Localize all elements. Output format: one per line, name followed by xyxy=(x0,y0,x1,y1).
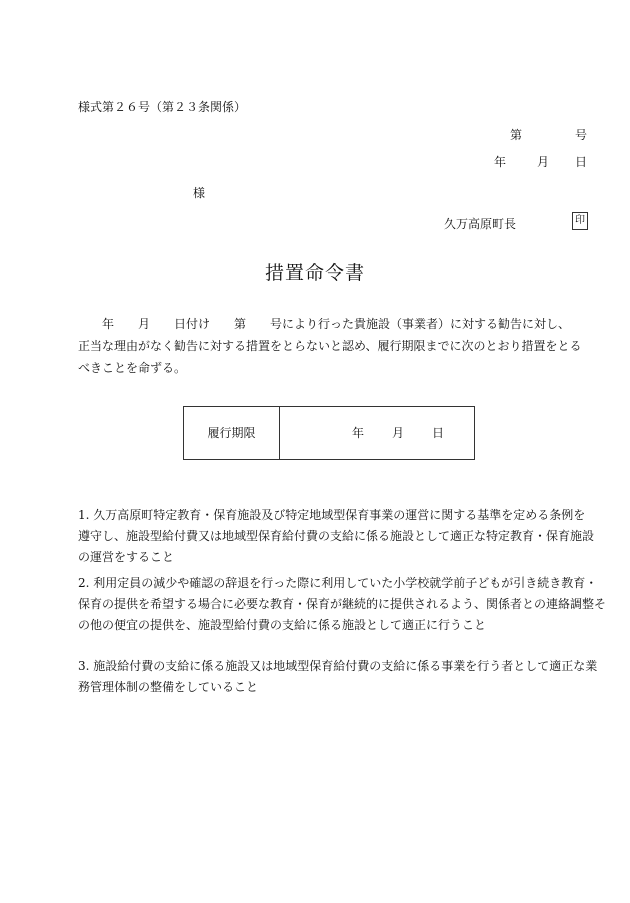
seal-mark: 印 xyxy=(572,212,588,230)
order-body-line: 年 月 日付け 第 号により行った貴施設（事業者）に対する勧告に対し、 xyxy=(78,317,571,331)
order-item-line: 3. 施設給付費の支給に係る施設又は地域型保育給付費の支給に係る事業を行う者として適正な業 xyxy=(78,659,598,673)
deadline-month: 月 xyxy=(392,426,405,440)
deadline-day: 日 xyxy=(432,426,445,440)
order-item-3 xyxy=(78,656,598,698)
deadline-table xyxy=(183,406,475,460)
issue-date-month: 月 xyxy=(537,155,550,169)
order-item-1 xyxy=(78,505,598,568)
order-item-line: 1. 久万高原町特定教育・保育施設及び特定地域型保育事業の運営に関する基準を定める条例を xyxy=(78,508,586,522)
issue-date-year: 年 xyxy=(494,155,507,169)
order-item-2 xyxy=(78,573,607,636)
order-body-line: 正当な理由がなく勧告に対する措置をとらないと認め、履行期限までに次のとおり措置をとる xyxy=(78,339,582,353)
document-number-prefix: 第 xyxy=(510,128,523,142)
order-item-line: の運営をすること xyxy=(78,550,175,564)
issuer-name: 久万高原町長 xyxy=(444,217,517,231)
order-item-line: 保育の提供を希望する場合に必要な教育・保育が継続的に提供されるよう、関係者との連絡調整そ xyxy=(78,597,607,611)
order-item-line: 務管理体制の整備をしていること xyxy=(78,680,259,694)
deadline-label: 履行期限 xyxy=(184,407,280,459)
deadline-value xyxy=(280,407,474,459)
order-item-line: 遵守し、施設型給付費又は地域型保育給付費の支給に係る施設として適正な特定教育・保育施設 xyxy=(78,529,595,543)
issue-date-day: 日 xyxy=(575,155,588,169)
order-body-line: べきことを命ずる。 xyxy=(78,361,187,375)
addressee-honorific: 様 xyxy=(193,186,206,200)
deadline-year: 年 xyxy=(352,426,365,440)
document-title: 措置命令書 xyxy=(264,262,365,284)
form-number-label: 様式第２６号（第２３条関係） xyxy=(78,100,247,114)
document-number-suffix: 号 xyxy=(575,128,588,142)
order-body xyxy=(78,313,593,379)
order-item-line: 2. 利用定員の減少や確認の辞退を行った際に利用していた小学校就学前子どもが引き続き教育・ xyxy=(78,576,598,590)
order-item-line: の他の便宜の提供を、施設型給付費の支給に係る施設として適正に行うこと xyxy=(78,618,487,632)
